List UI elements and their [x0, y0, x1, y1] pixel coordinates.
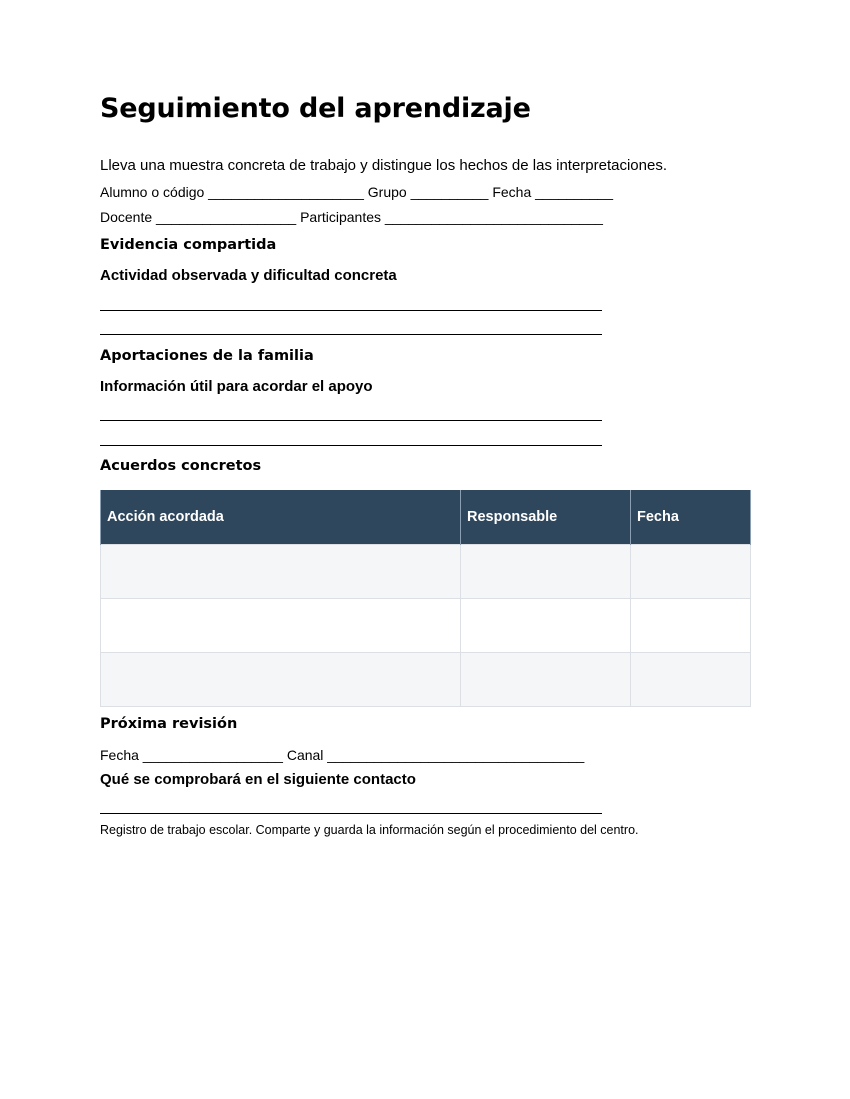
family-prompt: Información útil para acordar el apoyo [100, 378, 373, 395]
table-row [101, 544, 751, 598]
evidence-heading: Evidencia compartida [100, 237, 277, 253]
table-cell-responsible[interactable] [461, 652, 631, 706]
evidence-write-line-2[interactable] [100, 334, 602, 335]
table-row [101, 598, 751, 652]
review-date-channel-fields[interactable]: Fecha __________________ Canal _________________________________ [100, 747, 585, 763]
table-cell-action[interactable] [101, 544, 461, 598]
page-title: Seguimiento del aprendizaje [100, 93, 531, 124]
evidence-write-line-1[interactable] [100, 310, 602, 311]
column-header-action: Acción acordada [101, 490, 461, 544]
teacher-participants-fields[interactable]: Docente __________________ Participantes ____________________________ [100, 209, 603, 225]
student-group-date-fields[interactable]: Alumno o código ____________________ Grupo __________ Fecha __________ [100, 184, 614, 200]
table-header-row [101, 490, 751, 544]
review-heading: Próxima revisión [100, 716, 238, 732]
footer-note: Registro de trabajo escolar. Comparte y guarda la información según el procedimiento del centro. [100, 823, 639, 837]
review-write-line[interactable] [100, 813, 602, 814]
column-header-responsible: Responsable [461, 490, 631, 544]
table-row [101, 652, 751, 706]
agreements-table [100, 490, 751, 707]
family-heading: Aportaciones de la familia [100, 348, 314, 364]
table-cell-responsible[interactable] [461, 544, 631, 598]
evidence-prompt: Actividad observada y dificultad concreta [100, 267, 397, 284]
family-write-line-1[interactable] [100, 420, 602, 421]
family-write-line-2[interactable] [100, 445, 602, 446]
table-cell-action[interactable] [101, 652, 461, 706]
intro-text: Lleva una muestra concreta de trabajo y distingue los hechos de las interpretaciones. [100, 157, 668, 174]
review-prompt: Qué se comprobará en el siguiente contacto [100, 771, 416, 788]
table-cell-date[interactable] [631, 652, 751, 706]
table-cell-date[interactable] [631, 598, 751, 652]
table-cell-responsible[interactable] [461, 598, 631, 652]
table-cell-action[interactable] [101, 598, 461, 652]
agreements-heading: Acuerdos concretos [100, 458, 262, 474]
column-header-date: Fecha [631, 490, 751, 544]
table-cell-date[interactable] [631, 544, 751, 598]
